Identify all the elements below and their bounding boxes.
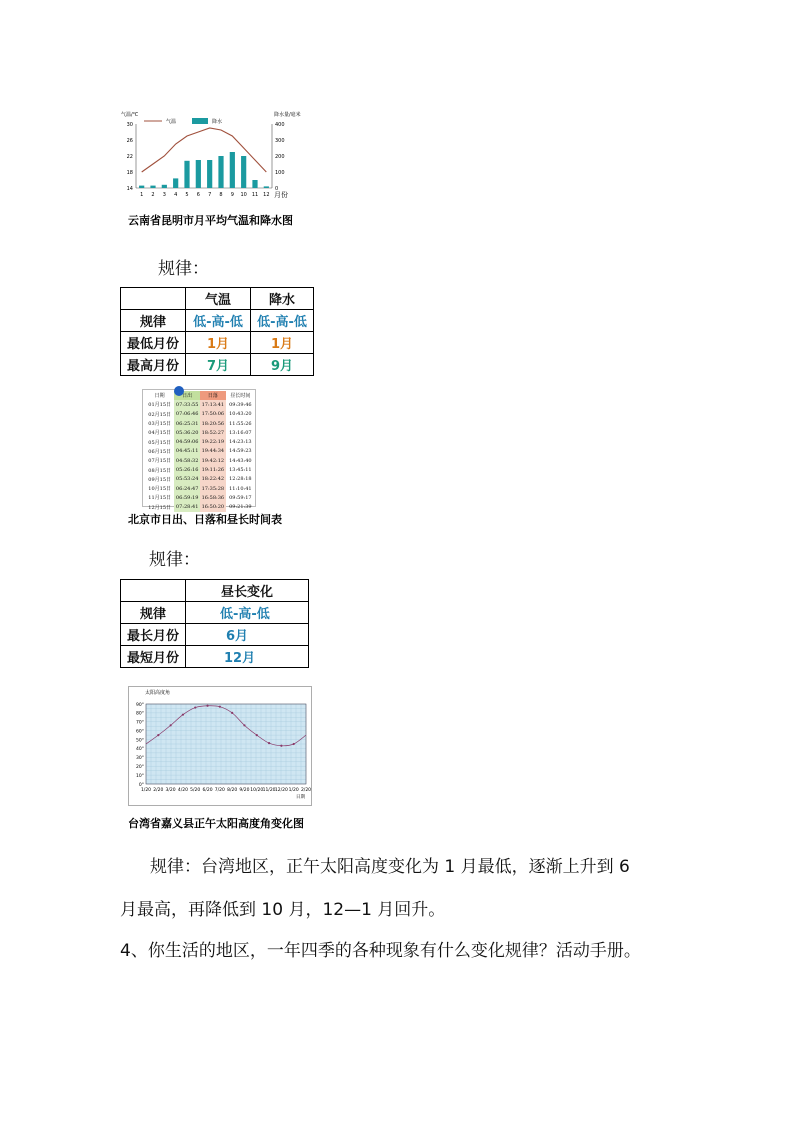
cell-value: 7月 bbox=[186, 354, 251, 376]
left-tick-label: 26 bbox=[126, 138, 133, 144]
row-label: 最长月份 bbox=[121, 624, 186, 646]
sun-cell: 14:23:13 bbox=[229, 439, 252, 446]
sun-cell: 17:35:28 bbox=[201, 485, 225, 492]
sun-cell: 08月15日 bbox=[148, 467, 172, 474]
rule1-table bbox=[120, 287, 314, 376]
table-row bbox=[145, 475, 255, 484]
precip-bar bbox=[184, 161, 189, 188]
rule2-label: 规律： bbox=[149, 550, 200, 570]
sun-cell: 02月15日 bbox=[148, 411, 172, 418]
sun-cell: 13:45:11 bbox=[229, 467, 252, 474]
sun-cell: 13:16:07 bbox=[229, 429, 252, 436]
right-axis-label: 降水量/毫米 bbox=[274, 112, 301, 118]
table-row bbox=[145, 465, 255, 474]
precip-bar bbox=[173, 178, 178, 188]
sun-angle-point bbox=[256, 734, 258, 736]
table-row bbox=[121, 646, 309, 668]
y-tick-label: 60° bbox=[136, 729, 144, 735]
y-tick-label: 40° bbox=[136, 747, 144, 753]
sun-cell: 04:58:32 bbox=[175, 457, 199, 464]
y-tick-label: 80° bbox=[136, 711, 144, 717]
x-tick-label: 4 bbox=[174, 192, 178, 198]
rule2-table bbox=[120, 579, 309, 668]
sun-cell: 09月15日 bbox=[148, 476, 172, 483]
temperature-line bbox=[142, 128, 267, 172]
sun-angle-point bbox=[206, 705, 208, 707]
sun-angle-point bbox=[293, 743, 295, 745]
sun-cell: 日出 bbox=[174, 391, 200, 400]
sun-cell: 14:43:40 bbox=[229, 457, 252, 464]
right-tick-label: 0 bbox=[275, 186, 279, 192]
x-tick-label: 5/20 bbox=[190, 788, 201, 793]
sun-cell: 06:25:31 bbox=[175, 420, 199, 427]
sun-cell: 日落 bbox=[200, 391, 226, 400]
taiwan-caption: 台湾省嘉义县正午太阳高度角变化图 bbox=[128, 817, 304, 830]
right-tick-label: 100 bbox=[275, 170, 285, 176]
pin-icon bbox=[174, 386, 184, 396]
x-tick-label: 4/20 bbox=[177, 788, 188, 793]
sun-angle-point bbox=[268, 742, 270, 744]
table-row bbox=[121, 354, 314, 376]
y-tick-label: 20° bbox=[136, 765, 144, 771]
sun-header-row bbox=[145, 391, 255, 400]
rule1-label: 规律： bbox=[158, 259, 209, 279]
left-tick-label: 30 bbox=[126, 122, 133, 128]
left-tick-label: 22 bbox=[126, 154, 133, 160]
table-row bbox=[145, 456, 255, 465]
x-axis-label: 日期 bbox=[296, 795, 305, 800]
cell-value: 1月 bbox=[186, 332, 251, 354]
sun-cell: 14:59:23 bbox=[229, 448, 252, 455]
table-row bbox=[121, 310, 314, 332]
x-tick-label: 1 bbox=[140, 192, 144, 198]
sun-angle-point bbox=[243, 724, 245, 726]
x-tick-label: 7/20 bbox=[214, 788, 225, 793]
x-tick-label: 1/20 bbox=[288, 788, 299, 793]
rule1-header-row bbox=[121, 288, 314, 310]
table-row bbox=[145, 484, 255, 493]
x-tick-label: 12 bbox=[263, 192, 270, 198]
y-tick-label: 0° bbox=[138, 782, 144, 788]
sun-cell: 05:26:16 bbox=[175, 467, 199, 474]
x-tick-label: 3 bbox=[162, 192, 166, 198]
sun-angle-point bbox=[170, 724, 172, 726]
rule2-header: 昼长变化 bbox=[186, 580, 309, 602]
left-tick-label: 14 bbox=[126, 186, 133, 192]
sun-cell: 19:42:12 bbox=[201, 457, 225, 464]
sun-cell: 18:52:27 bbox=[201, 429, 225, 436]
sun-cell: 10月15日 bbox=[148, 486, 172, 493]
table-row bbox=[145, 410, 255, 419]
rule1-header-temp: 气温 bbox=[186, 288, 251, 310]
sun-cell: 09:21:39 bbox=[229, 504, 252, 511]
x-tick-label: 9 bbox=[230, 192, 234, 198]
sun-angle-point bbox=[182, 714, 184, 716]
sun-cell: 11:10:41 bbox=[229, 485, 252, 492]
kunming-caption: 云南省昆明市月平均气温和降水图 bbox=[128, 214, 293, 227]
precip-bar bbox=[162, 185, 167, 188]
precip-bar bbox=[150, 186, 155, 188]
cell-value: 12月 bbox=[186, 646, 309, 668]
x-tick-label: 6/20 bbox=[202, 788, 213, 793]
cell-value: 1月 bbox=[251, 332, 314, 354]
cell-value: 6月 bbox=[186, 624, 309, 646]
sun-cell: 03月15日 bbox=[148, 421, 172, 428]
sun-cell: 17:13:41 bbox=[201, 401, 225, 408]
sun-angle-point bbox=[219, 706, 221, 708]
row-label: 最高月份 bbox=[121, 354, 186, 376]
taiwan-chart bbox=[128, 686, 312, 806]
sun-cell: 19:11:26 bbox=[201, 467, 225, 474]
rule2-header-row bbox=[121, 580, 309, 602]
x-tick-label: 3/20 bbox=[165, 788, 176, 793]
sun-cell: 16:58:36 bbox=[201, 494, 225, 501]
sun-cell: 05月15日 bbox=[148, 439, 172, 446]
y-tick-label: 70° bbox=[136, 720, 144, 726]
x-tick-label: 5 bbox=[185, 192, 189, 198]
table-row bbox=[145, 493, 255, 502]
sun-cell: 04:59:06 bbox=[175, 439, 199, 446]
precip-bar bbox=[230, 152, 235, 188]
sun-cell: 07月15日 bbox=[148, 458, 172, 465]
x-tick-label: 6 bbox=[196, 192, 200, 198]
legend-precip-swatch bbox=[192, 118, 208, 124]
precip-bar bbox=[218, 156, 223, 188]
row-label: 最低月份 bbox=[121, 332, 186, 354]
sun-cell: 19:22:19 bbox=[201, 439, 225, 446]
sun-cell: 18:20:56 bbox=[201, 420, 225, 427]
table-row bbox=[121, 602, 309, 624]
sun-cell: 05:53:24 bbox=[175, 476, 199, 483]
sun-cell: 12月15日 bbox=[148, 504, 172, 511]
table-row bbox=[145, 428, 255, 437]
sun-angle-point bbox=[194, 706, 196, 708]
kunming-chart bbox=[120, 104, 302, 204]
table-row bbox=[121, 624, 309, 646]
sun-cell: 11月15日 bbox=[148, 495, 172, 502]
x-tick-label: 11/20 bbox=[262, 788, 276, 793]
x-tick-label: 10/20 bbox=[250, 788, 264, 793]
table-row bbox=[145, 447, 255, 456]
cell-value: 低-高-低 bbox=[186, 310, 251, 332]
legend-temp-label: 气温 bbox=[166, 119, 177, 125]
table-row bbox=[145, 437, 255, 446]
precip-bar bbox=[207, 160, 212, 188]
sun-cell: 07:28:41 bbox=[175, 504, 199, 511]
sun-cell: 日期 bbox=[154, 393, 165, 400]
x-tick-label: 2/20 bbox=[300, 788, 312, 793]
table-row bbox=[145, 400, 255, 409]
right-tick-label: 400 bbox=[275, 122, 285, 128]
sun-cell: 06:59:19 bbox=[175, 494, 199, 501]
conclusion-line2: 月最高，再降低到 10 月，12—1 月回升。 bbox=[120, 900, 446, 920]
table-row bbox=[145, 419, 255, 428]
table-row bbox=[121, 332, 314, 354]
sun-cell: 09:59:17 bbox=[229, 494, 252, 501]
x-tick-label: 2 bbox=[151, 192, 155, 198]
x-tick-label: 10 bbox=[240, 192, 247, 198]
precip-bar bbox=[264, 186, 269, 188]
beijing-table-image bbox=[142, 389, 256, 511]
sun-cell: 06:24:47 bbox=[175, 485, 199, 492]
sun-cell: 19:44:34 bbox=[201, 448, 225, 455]
rule1-header-precip: 降水 bbox=[251, 288, 314, 310]
precip-bar bbox=[252, 180, 257, 188]
row-label: 最短月份 bbox=[121, 646, 186, 668]
precip-bar bbox=[241, 156, 246, 188]
right-tick-label: 300 bbox=[275, 138, 285, 144]
sun-cell: 04月15日 bbox=[148, 430, 172, 437]
x-tick-label: 7 bbox=[208, 192, 212, 198]
row-label: 规律 bbox=[121, 602, 186, 624]
sun-angle-point bbox=[280, 745, 282, 747]
sun-cell: 05:36:20 bbox=[175, 429, 199, 436]
legend-precip-label: 降水 bbox=[212, 119, 223, 125]
y-tick-label: 30° bbox=[136, 756, 144, 762]
rule1-header-empty bbox=[121, 288, 186, 310]
right-tick-label: 200 bbox=[275, 154, 285, 160]
x-tick-label: 1/20 bbox=[140, 788, 152, 793]
sun-cell: 16:50:20 bbox=[201, 504, 225, 511]
y-tick-label: 10° bbox=[136, 773, 144, 779]
sun-cell: 12:28:18 bbox=[229, 476, 252, 483]
sun-cell: 06月15日 bbox=[148, 448, 172, 455]
sun-cell: 18:22:42 bbox=[201, 476, 225, 483]
beijing-sun-table bbox=[145, 391, 255, 512]
sun-cell: 11:55:26 bbox=[229, 420, 252, 427]
x-tick-label: 9/20 bbox=[239, 788, 250, 793]
precip-bar bbox=[139, 186, 144, 188]
rule2-header-empty bbox=[121, 580, 186, 602]
x-tick-label: 12/20 bbox=[274, 788, 288, 793]
sun-cell: 01月15日 bbox=[148, 402, 172, 409]
sun-cell: 07:33:55 bbox=[175, 401, 199, 408]
sun-angle-point bbox=[231, 712, 233, 714]
question-text: 4、你生活的地区，一年四季的各种现象有什么变化规律？活动手册。 bbox=[120, 941, 641, 961]
sun-cell: 04:45:11 bbox=[175, 448, 199, 455]
sun-cell: 10:43:20 bbox=[229, 411, 252, 418]
precip-bar bbox=[196, 160, 201, 188]
cell-value: 低-高-低 bbox=[251, 310, 314, 332]
row-label: 规律 bbox=[121, 310, 186, 332]
cell-value: 9月 bbox=[251, 354, 314, 376]
x-tick-label: 8/20 bbox=[227, 788, 238, 793]
beijing-caption: 北京市日出、日落和昼长时间表 bbox=[128, 513, 282, 526]
x-tick-label: 8 bbox=[219, 192, 223, 198]
left-axis-label: 气温/℃ bbox=[121, 112, 139, 118]
conclusion-line1: 规律：台湾地区，正午太阳高度变化为 1 月最低，逐渐上升到 6 bbox=[150, 857, 630, 877]
y-tick-label: 90° bbox=[136, 702, 144, 708]
cell-value: 低-高-低 bbox=[186, 602, 309, 624]
x-tick-label: 11 bbox=[251, 192, 259, 198]
sun-cell: 07:06:46 bbox=[175, 411, 199, 418]
y-tick-label: 50° bbox=[136, 738, 144, 744]
x-tick-label: 2/20 bbox=[153, 788, 164, 793]
left-tick-label: 18 bbox=[126, 170, 133, 176]
y-axis-label: 太阳高度角 bbox=[145, 690, 171, 696]
sun-cell: 17:50:06 bbox=[201, 411, 225, 418]
sun-angle-point bbox=[157, 734, 159, 736]
sun-cell: 昼长时间 bbox=[230, 393, 251, 400]
sun-cell: 09:39:46 bbox=[229, 401, 252, 408]
x-axis-label: 月份 bbox=[274, 191, 288, 199]
